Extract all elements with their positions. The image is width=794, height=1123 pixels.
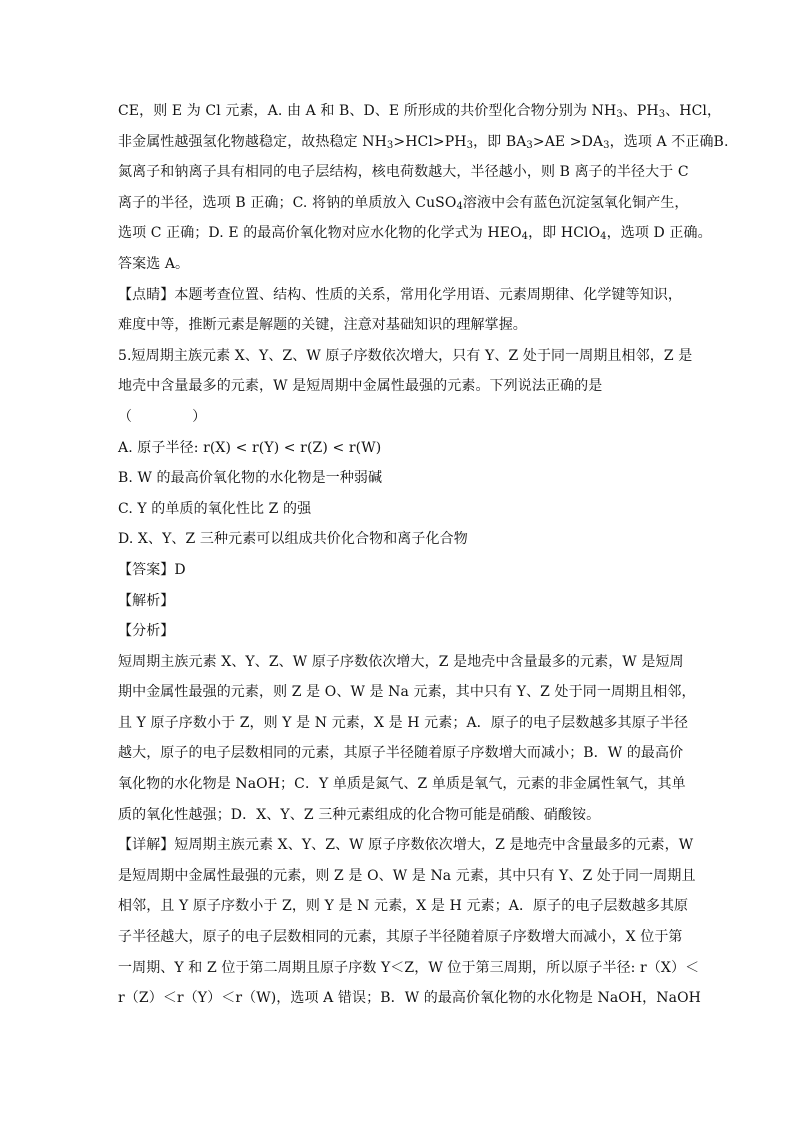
text-segment: 、PH [622, 103, 659, 119]
text-segment: ，选项 A 不正确B. [609, 133, 729, 150]
text-line [118, 157, 689, 188]
text-segment: C. Y 的单质的氧化性比 Z 的强 [118, 500, 312, 517]
text-segment: ，选项 D 正确。 [606, 225, 712, 242]
text-line [118, 280, 682, 311]
text-line [118, 830, 694, 861]
text-segment: 相邻，且 Y 原子序数小于 Z，则 Y 是 N 元素，X 是 H 元素；A．原子的电子层数越多其原 [118, 898, 689, 915]
text-segment: 难度中等，推断元素是解题的关键，注意对基础知识的理解掌握。 [118, 317, 527, 334]
text-segment: 期中金属性最强的元素，则 Z 是 O、W 是 Na 元素，其中只有 Y、Z 处于同一周期且相邻， [118, 684, 696, 701]
document-page [118, 96, 729, 1014]
subscript: 4 [456, 200, 463, 212]
text-line [118, 738, 684, 769]
text-segment: 溶液中会有蓝色沉淀氢氧化铜产生， [462, 194, 689, 211]
text-segment: >HCl>PH [393, 133, 467, 150]
text-segment: B. W 的最高价氧化物的水化物是一种弱碱 [118, 470, 383, 487]
text-line [118, 677, 696, 708]
text-segment: 【解析】 [118, 592, 175, 609]
text-segment: A. 原子半径: r(X) < r(Y) < r(Z) < r(W) [118, 439, 382, 456]
text-line [118, 341, 693, 372]
subscript: 4 [521, 231, 529, 243]
text-segment: ） [192, 408, 207, 425]
text-segment: 【点睛】本题考查位置、结构、性质的关系，常用化学用语、元素周期律、化学键等知识， [118, 286, 682, 303]
text-segment: 且 Y 原子序数小于 Z，则 Y 是 N 元素，X 是 H 元素；A．原子的电子层数越多其原子半径 [118, 714, 689, 731]
text-line [118, 249, 678, 280]
text-segment: 【答案】D [118, 561, 186, 578]
text-segment: 氮离子和钠离子具有相同的电子层结构，核电荷数越大，半径越小，则 B 离子的半径大于 C [118, 164, 689, 181]
text-line [118, 310, 678, 341]
text-segment: （ [118, 408, 133, 425]
text-segment: r（Z）＜r（Y）＜r（W)，选项 A 错误；B．W 的最高价氧化物的水化物是 NaOH，NaOH [118, 990, 701, 1007]
subscript: 3 [386, 139, 394, 151]
text-segment: 氧化物的水化物是 NaOH；C．Y 单质是氮气、Z 单质是氧气，元素的非金属性氧气，其单 [118, 776, 686, 793]
text-line [118, 586, 678, 617]
text-line [118, 647, 684, 678]
text-line [118, 371, 678, 402]
text-line [118, 188, 689, 219]
text-line [118, 616, 678, 647]
text-segment: 5.短周期主族元素 X、Y、Z、W 原子序数依次增大，只有 Y、Z 处于同一周期且相邻，Z 是 [118, 347, 693, 364]
subscript: 4 [600, 231, 607, 243]
text-segment: 短周期主族元素 X、Y、Z、W 原子序数依次增大，Z 是地壳中含量最多的元素，W 是短周 [118, 653, 684, 670]
subscript: 3 [526, 139, 533, 151]
text-segment: CE，则 E 为 Cl 元素，A. 由 A 和 B、D、E 所形成的共价型化合物分别为 NH [118, 103, 617, 119]
text-line [118, 861, 696, 892]
text-line [118, 433, 678, 464]
text-segment: 是短周期中金属性最强的元素，则 Z 是 O、W 是 Na 元素，其中只有 Y、Z 处于同一周期且 [118, 867, 696, 884]
text-line [118, 524, 678, 555]
text-line [118, 922, 683, 953]
text-segment: ，即 HClO [528, 225, 601, 242]
text-line [118, 402, 678, 433]
text-segment: 子半径越大，原子的电子层数相同的元素，其原子半径随着原子序数增大而减小，X 位于第 [118, 929, 683, 946]
text-line [118, 800, 678, 831]
subscript: 3 [603, 139, 610, 151]
text-line [118, 127, 729, 158]
text-line [118, 96, 722, 127]
text-line [118, 218, 712, 249]
text-line [118, 555, 678, 586]
text-segment: 【分析】 [118, 623, 175, 640]
text-line [118, 463, 678, 494]
text-segment: 质的氧化性越强；D．X、Y、Z 三种元素组成的化合物可能是硝酸、硝酸铵。 [118, 806, 601, 823]
subscript: 3 [616, 109, 623, 120]
subscript: 3 [466, 139, 474, 151]
text-segment: 选项 C 正确；D. E 的最高价氧化物对应水化物的化学式为 HEO [118, 225, 522, 242]
text-line [118, 769, 686, 800]
text-segment: 一周期、Y 和 Z 位于第二周期且原子序数 Y＜Z，W 位于第三周期，所以原子半径: r（X）＜ [118, 959, 700, 976]
text-line [118, 891, 689, 922]
text-line [118, 494, 678, 525]
text-segment: 离子的半径，选项 B 正确；C. 将钠的单质放入 CuSO [118, 194, 457, 211]
text-segment: ，即 BA [473, 133, 527, 150]
text-segment: >AE >DA [532, 133, 604, 150]
text-segment: 答案选 A。 [118, 255, 190, 272]
text-segment: 地壳中含量最多的元素，W 是短周期中金属性最强的元素。下列说法正确的是 [118, 378, 603, 395]
text-segment: 、HCl， [665, 103, 722, 119]
text-segment: 越大，原子的电子层数相同的元素，其原子半径随着原子序数增大而减小；B．W 的最高价 [118, 745, 684, 762]
subscript: 3 [658, 109, 666, 120]
text-segment: D. X、Y、Z 三种元素可以组成共价化合物和离子化合物 [118, 531, 468, 548]
text-line [118, 708, 689, 739]
text-segment: 【详解】短周期主族元素 X、Y、Z、W 原子序数依次增大，Z 是地壳中含量最多的元素，W [118, 837, 694, 854]
text-line [118, 983, 701, 1014]
text-line [118, 953, 700, 984]
text-segment: 非金属性越强氢化物越稳定，故热稳定 NH [118, 133, 387, 150]
